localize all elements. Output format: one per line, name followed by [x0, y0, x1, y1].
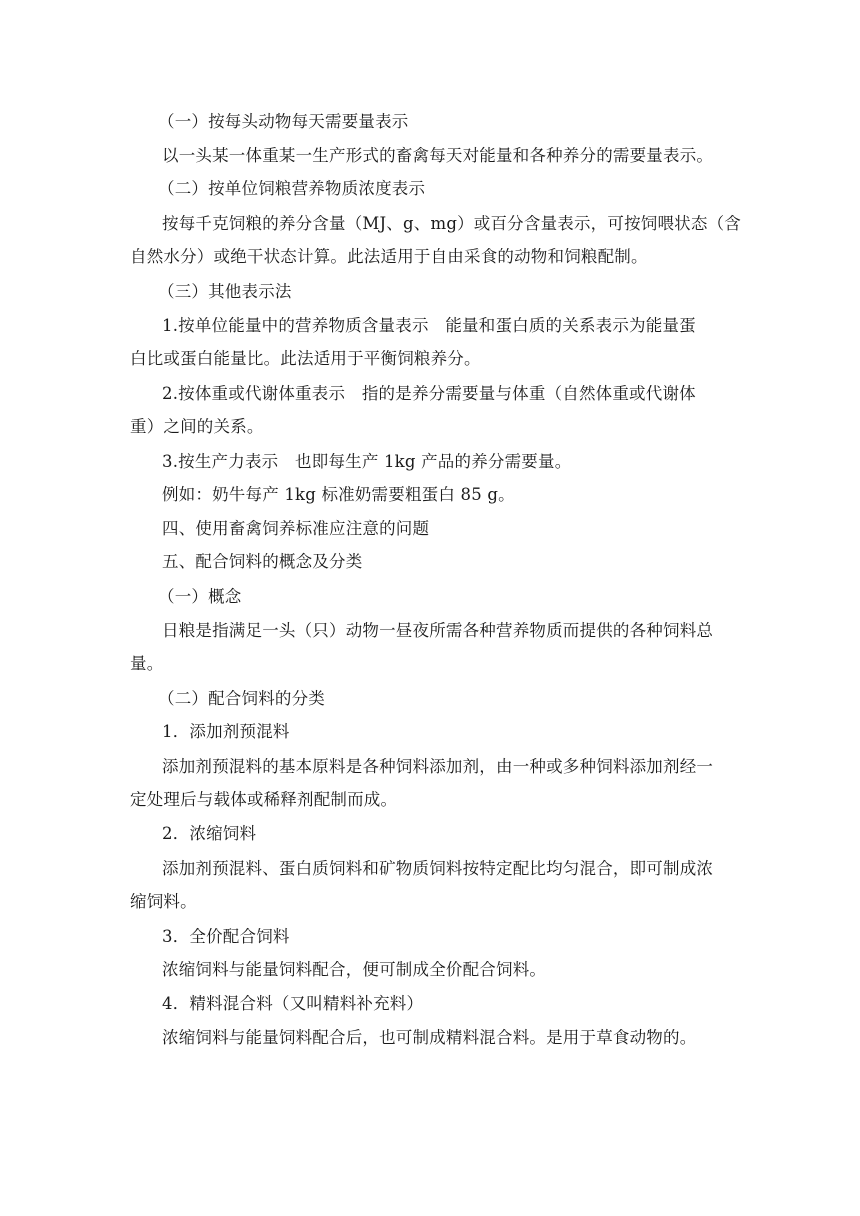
section-heading-4: 四、使用畜禽饲养标准应注意的问题 — [162, 519, 430, 538]
paragraph-line: 例如：奶牛每产 1kg 标准奶需要粗蛋白 85 g。 — [162, 485, 515, 504]
heading-1-per-animal-daily: （一）按每头动物每天需要量表示 — [158, 112, 409, 131]
paragraph-line: 日粮是指满足一头（只）动物一昼夜所需各种营养物质而提供的各种饲料总 — [162, 621, 714, 640]
paragraph-line: 白比或蛋白能量比。此法适用于平衡饲粮养分。 — [130, 349, 481, 368]
paragraph-line: 添加剂预混料的基本原料是各种饲料添加剂，由一种或多种饲料添加剂经一 — [162, 757, 714, 776]
paragraph-line: 添加剂预混料、蛋白质饲料和矿物质饲料按特定配比均匀混合，即可制成浓 — [162, 859, 714, 878]
item-heading-concentrate-mix: 4．精料混合料（又叫精料补充料） — [162, 994, 424, 1013]
paragraph-line: 浓缩饲料与能量饲料配合后，也可制成精料混合料。是用于草食动物的。 — [162, 1028, 697, 1047]
paragraph-line: 重）之间的关系。 — [130, 417, 264, 436]
paragraph-line: 以一头某一体重某一生产形式的畜禽每天对能量和各种养分的需要量表示。 — [162, 146, 714, 165]
paragraph-line: 自然水分）或绝干状态计算。此法适用于自由采食的动物和饲粮配制。 — [130, 247, 648, 266]
heading-3-other-methods: （三）其他表示法 — [158, 282, 292, 301]
paragraph-line: 2.按体重或代谢体重表示 指的是养分需要量与体重（自然体重或代谢体 — [162, 384, 696, 403]
paragraph-line: 定处理后与载体或稀释剂配制而成。 — [130, 790, 398, 809]
heading-2-per-unit-concentration: （二）按单位饲粮营养物质浓度表示 — [158, 179, 426, 198]
paragraph-line: 缩饲料。 — [130, 892, 197, 911]
paragraph-line: 3.按生产力表示 也即每生产 1kg 产品的养分需要量。 — [162, 452, 572, 471]
paragraph-line: 浓缩饲料与能量饲料配合，便可制成全价配合饲料。 — [162, 960, 547, 979]
item-heading-complete-feed: 3．全价配合饲料 — [162, 927, 290, 946]
paragraph-line: 量。 — [130, 654, 164, 673]
section-heading-5: 五、配合饲料的概念及分类 — [162, 552, 363, 571]
paragraph-line: 按每千克饲粮的养分含量（MJ、g、mg）或百分含量表示，可按饲喂状态（含 — [162, 214, 741, 233]
paragraph-line: 1.按单位能量中的营养物质含量表示 能量和蛋白质的关系表示为能量蛋 — [162, 316, 696, 335]
item-heading-concentrate: 2．浓缩饲料 — [162, 824, 257, 843]
subheading-classification: （二）配合饲料的分类 — [158, 689, 325, 708]
item-heading-premix: 1．添加剂预混料 — [162, 722, 290, 741]
subheading-concept: （一）概念 — [158, 587, 242, 606]
